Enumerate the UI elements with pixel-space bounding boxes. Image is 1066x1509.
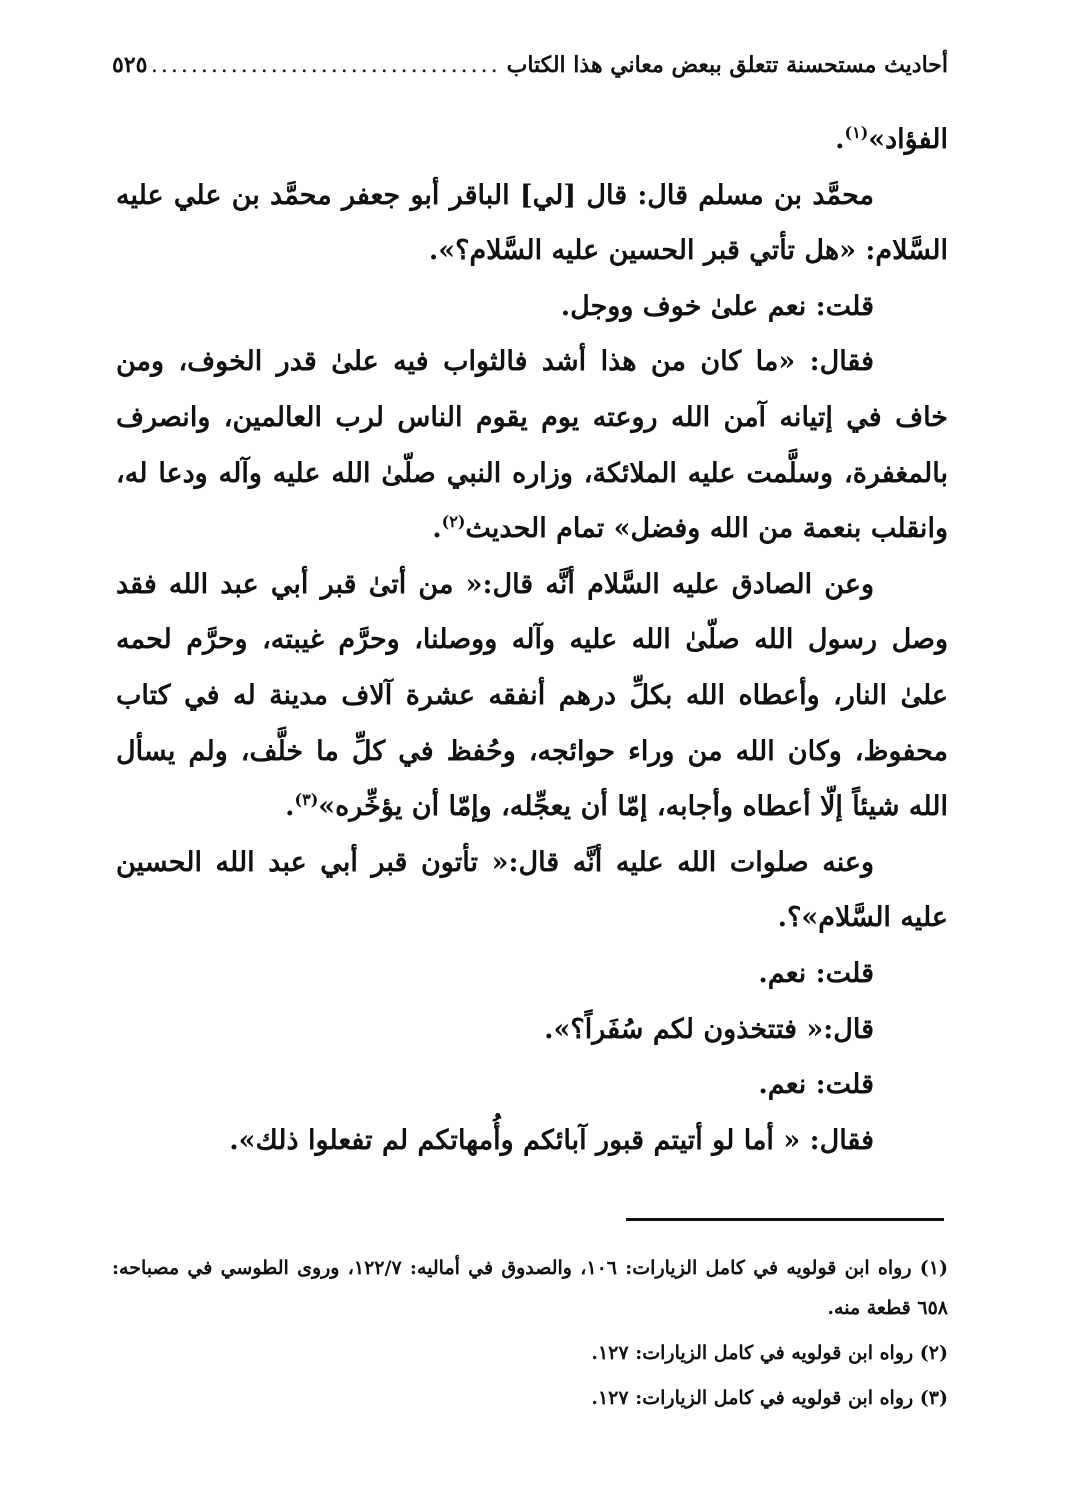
footnote-separator [626,1218,944,1221]
footnote-ref-1: (١) [844,123,869,142]
paragraph-hadith-3: وعنه صلوات الله عليه أنَّه قال:« تأتون قبر أبي عبد الله الحسين عليه السَّلام»؟. [116,846,948,934]
footnote-3: (٣) رواه ابن قولويه في كامل الزيارات: ١٢٧. [591,1387,948,1409]
leader-dots [153,53,500,78]
main-text [116,112,948,1168]
footnote-2: (٢) رواه ابن قولويه في كامل الزيارات: ١٢٧. [591,1342,948,1364]
paragraph-hadith-1-answer: فقال: «ما كان من هذا أشد فالثواب فيه علىٰ قدر الخوف، ومن خاف في إتيانه آمن الله روعته يوم يقوم الناس لرب العالمين، وانصرف بالمغفرة، وسلَّمت عليه الملائكة، وزاره النبي صلّىٰ الله عليه وآله ودعا له، وانقلب بنعمة من الله وفضل» تمام الحديث$^{(٢)}$. [116,346,948,545]
paragraph-reply-1: قلت: نعم علىٰ خوف ووجل. [560,290,874,322]
paragraph-reply-2: قلت: نعم. [758,957,874,989]
paragraph-conclusion: فقال: « أما لو أتيتم قبور آبائكم وأُمهاتكم لم تفعلوا ذلك». [229,1124,874,1156]
footnote-ref-2: (٢) [441,512,466,532]
running-header [112,44,948,78]
page-number: ٥٢٥ [112,52,148,78]
paragraph-hadith-2: وعن الصادق عليه السَّلام أنَّه قال:« من أتىٰ قبر أبي عبد الله فقد وصل رسول الله صلّىٰ الله عليه وآله ووصلنا، وحرَّم غيبته، وحرَّم لحمه علىٰ النار، وأعطاه الله بكلِّ درهم أنفقه عشرة آلاف مدينة له في كتاب محفوظ، وكان الله من وراء حوائجه، وحُفظ في كلِّ ما خلَّف، ولم يسأل الله شيئاً إلّا أعطاه وأجابه، إمّا أن يعجِّله، وإمّا أن يؤخِّره»$^{(٣)}$. [116,568,948,823]
paragraph-hadith-1: محمَّد بن مسلم قال: قال [لي] الباقر أبو جعفر محمَّد بن علي عليه السَّلام: «هل تأتي قبر الحسين عليه السَّلام؟». [116,179,948,267]
footnote-1: (١) رواه ابن قولويه في كامل الزيارات: ١٠٦، والصدوق في أماليه: ١٢٢/٧، وروى الطوسي في مصباحه: ٦٥٨ قطعة منه. [112,1257,948,1319]
paragraph-question: قال:« فتتخذون لكم سُفَراً؟». [544,1013,874,1045]
footnote-ref-3: (٣) [294,790,319,810]
paragraph-continuation: الفؤاد»$^{(١)}$. [835,123,948,155]
footnotes [112,1248,948,1423]
chapter-title: أحاديث مستحسنة تتعلق ببعض معاني هذا الكتاب [506,52,948,78]
paragraph-reply-3: قلت: نعم. [758,1069,874,1101]
